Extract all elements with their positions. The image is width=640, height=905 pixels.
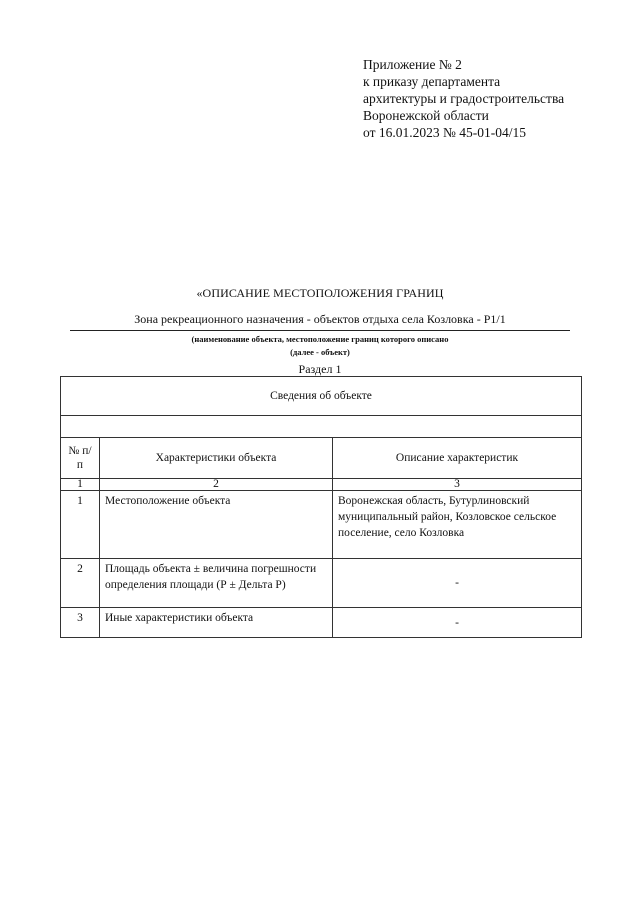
row-description: Воронежская область, Бутурлиновский муниципальный район, Козловское сельское поселение, село Козловка xyxy=(333,491,582,559)
caption-line-2: (далее - объект) xyxy=(290,347,350,357)
appendix-line-1: Приложение № 2 xyxy=(363,57,462,72)
table-blank-cell xyxy=(61,416,582,438)
table-column-numbers xyxy=(61,479,582,491)
table-header-row xyxy=(61,377,582,416)
document-title: «ОПИСАНИЕ МЕСТОПОЛОЖЕНИЯ ГРАНИЦ xyxy=(196,286,444,300)
col-number: 2 xyxy=(100,479,333,491)
underline-rule xyxy=(70,330,570,331)
table-header: Сведения об объекте xyxy=(61,377,582,416)
col-number: 1 xyxy=(61,479,100,491)
row-characteristic: Местоположение объекта xyxy=(100,491,333,559)
row-characteristic: Иные характеристики объекта xyxy=(100,608,333,638)
col-number: 3 xyxy=(333,479,582,491)
row-description: - xyxy=(333,559,582,608)
appendix-line-3: архитектуры и градостроительства xyxy=(363,91,565,106)
table-row xyxy=(61,559,582,608)
row-num: 2 xyxy=(61,559,100,608)
appendix-line-2: к приказу департамента xyxy=(363,74,501,89)
appendix-line-4: Воронежской области xyxy=(363,108,489,123)
appendix-block xyxy=(363,56,633,141)
table-row xyxy=(61,608,582,638)
object-info-table xyxy=(60,376,582,638)
row-characteristic: Площадь объекта ± величина погрешности определения площади (Р ± Дельта Р) xyxy=(100,559,333,608)
col-header-characteristic: Характеристики объекта xyxy=(100,438,333,479)
table-column-headers xyxy=(61,438,582,479)
appendix-line-5: от 16.01.2023 № 45-01-04/15 xyxy=(363,125,526,140)
col-header-num: № п/п xyxy=(61,438,100,479)
section-title: Раздел 1 xyxy=(298,362,342,376)
table-row xyxy=(61,491,582,559)
caption-line-1: (наименование объекта, местоположение границ которого описано xyxy=(191,334,449,344)
table-blank-row xyxy=(61,416,582,438)
row-description: - xyxy=(333,608,582,638)
row-num: 3 xyxy=(61,608,100,638)
col-header-description: Описание характеристик xyxy=(333,438,582,479)
object-name: Зона рекреационного назначения - объектов отдыха села Козловка - Р1/1 xyxy=(134,312,506,326)
row-num: 1 xyxy=(61,491,100,559)
